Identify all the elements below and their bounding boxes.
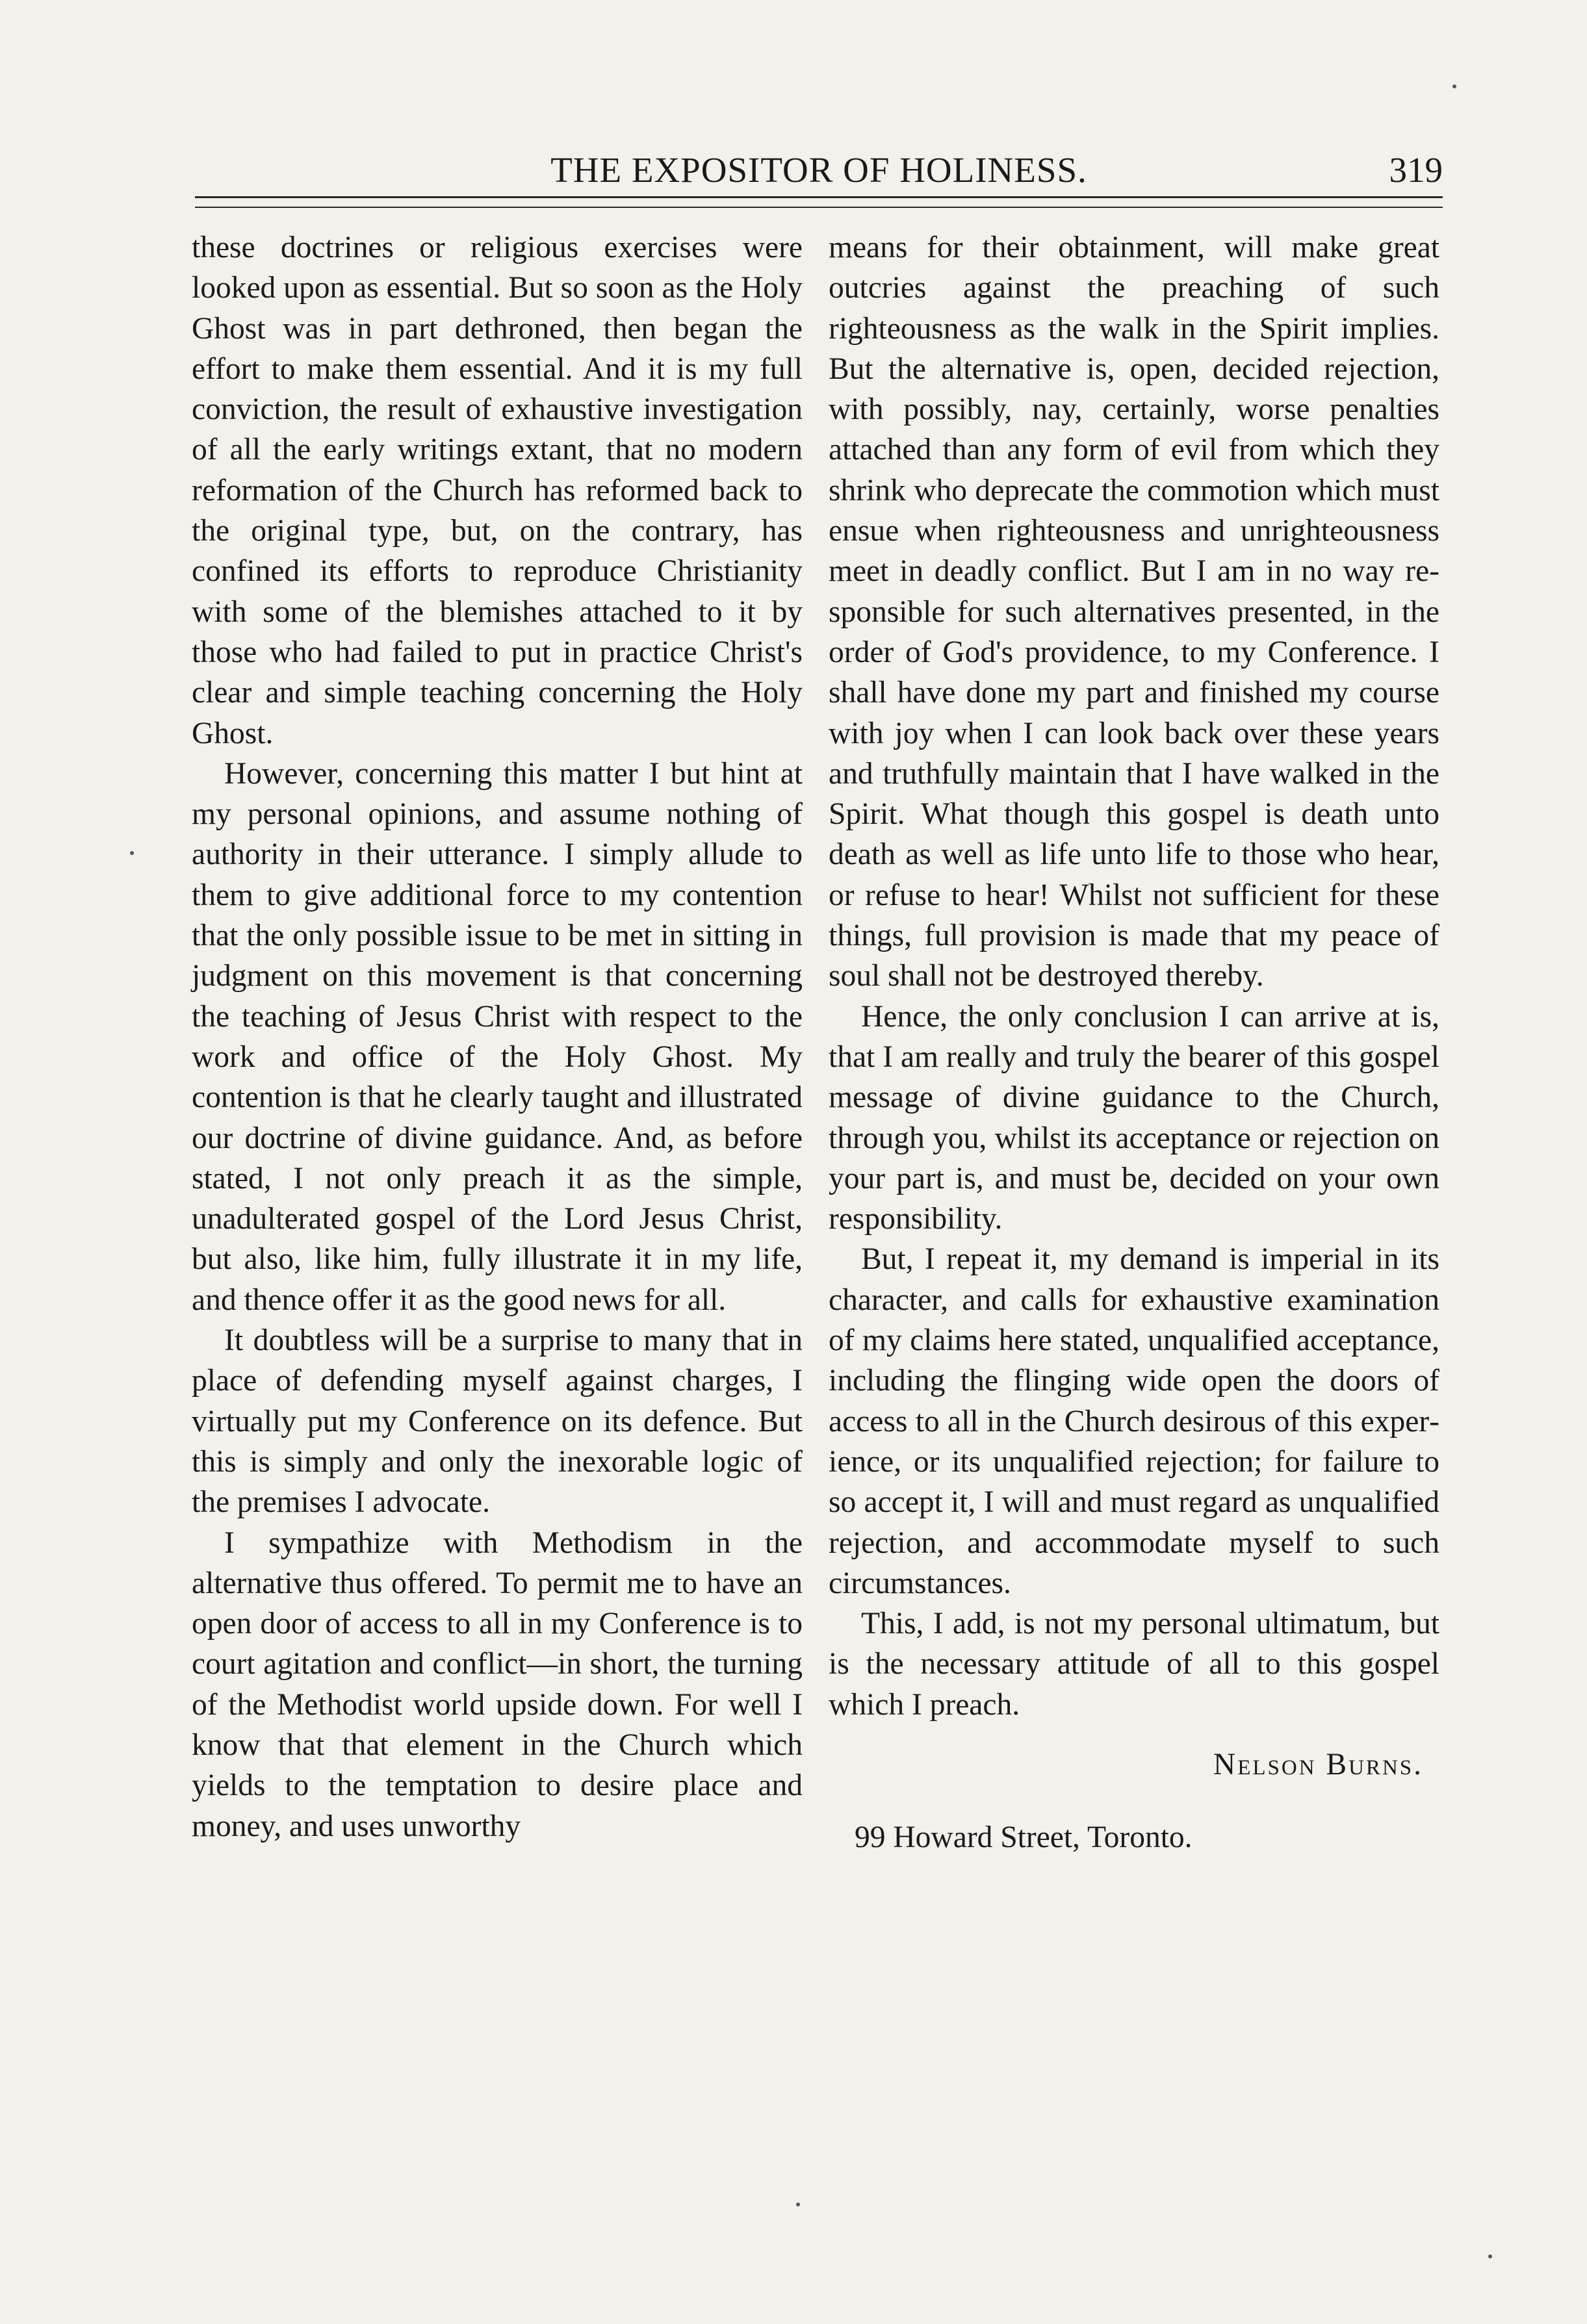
scan-speck <box>796 2203 800 2206</box>
paragraph: Hence, the only conclusion I can arrive at is, that I am really and truly the bearer of this gospel message of divine guidance to the Church, through you, whilst its acceptance or rejection on your part is, and must be, decided on your own responsibility. <box>829 999 1439 1236</box>
page-number: 319 <box>1389 150 1443 190</box>
paragraph: This, I add, is not my personal ultimatum, but is the necessary attitude of all to this gospel which I preach. <box>829 1607 1439 1722</box>
paragraph: I sympathize with Methodism in the alternative thus offered. To permit me to have an open door of access to all in my Conference is to court agitation and conflict—in short, the turning of the Methodist world upside down. For well I know that that element in the Church which yields to the temptation to desire place and money, and uses unworthy <box>192 1526 803 1843</box>
scan-speck <box>130 851 134 855</box>
scan-speck <box>1452 84 1456 88</box>
author-address: 99 Howard Street, Toronto. <box>855 1820 1193 1855</box>
paragraph: But, I repeat it, my demand is imperial in its character, and calls for exhaustive examination of my claims here stated, unqualified acceptance, including the flinging wide open the doors of access to all in the Church desirous of this experience, or its unqualified rejection; for failure to so accept it, I will and must regard as unqualified rejection, and accommodate myself to such circumstances. <box>829 1242 1439 1600</box>
paragraph: these doctrines or religious exercises were looked upon as essential. But so soon as the Holy Ghost was in part dethroned, then began the effort to make them essential. And it is my full conviction, the result of exhaustive investigation of all the early writings extant, that no modern reformation of the Church has reformed back to the original type, but, on the contrary, has confined its efforts to reproduce Christianity with some of the blemishes attached to it by those who had failed to put in practice Christ's clear and simple teaching concerning the Holy Ghost. <box>192 231 803 750</box>
header-rule-top <box>195 196 1443 198</box>
right-column <box>829 227 1439 1858</box>
running-title: THE EXPOSITOR OF HOLINESS. <box>550 150 1087 190</box>
left-column <box>192 227 803 1846</box>
scan-speck <box>1488 2254 1492 2258</box>
author-signature: Nelson Burns. <box>1213 1747 1423 1781</box>
paragraph: means for their obtainment, will make great outcries against the preaching of such righteousness as the walk in the Spirit implies. But the alternative is, open, decided rejection, with possibly, nay, certainly, worse penalties attached than any form of evil from which they shrink who deprecate the commotion which must ensue when righteousness and unrighteousness meet in deadly conflict. But I am in no way responsible for such alternatives presented, in the order of God's providence, to my Conference. I shall have done my part and finished my course with joy when I can look back over these years and truthfully maintain that I have walked in the Spirit. What though this gospel is death unto death as well as life unto life to those who hear, or refuse to hear! Whilst not sufficient for these things, full provision is made that my peace of soul shall not be destroyed thereby. <box>829 231 1439 993</box>
paragraph: It doubtless will be a surprise to many that in place of defending myself against charges, I virtually put my Conference on its defence. But this is simply and only the inexorable logic of the premises I advocate. <box>192 1323 803 1520</box>
header-rule-bottom <box>195 207 1443 208</box>
page-header <box>195 149 1443 201</box>
paragraph: However, concerning this matter I but hint at my personal opinions, and assume nothing of authority in their utterance. I simply allude to them to give additional force to my contention that the only possible issue to be met in sitting in judgment on this movement is that concerning the teaching of Jesus Christ with respect to the work and office of the Holy Ghost. My contention is that he clearly taught and illustrated our doctrine of divine guidance. And, as before stated, I not only preach it as the simple, unadulterated gospel of the Lord Jesus Christ, but also, like him, fully illustrate it in my life, and thence offer it as the good news for all. <box>192 756 803 1317</box>
